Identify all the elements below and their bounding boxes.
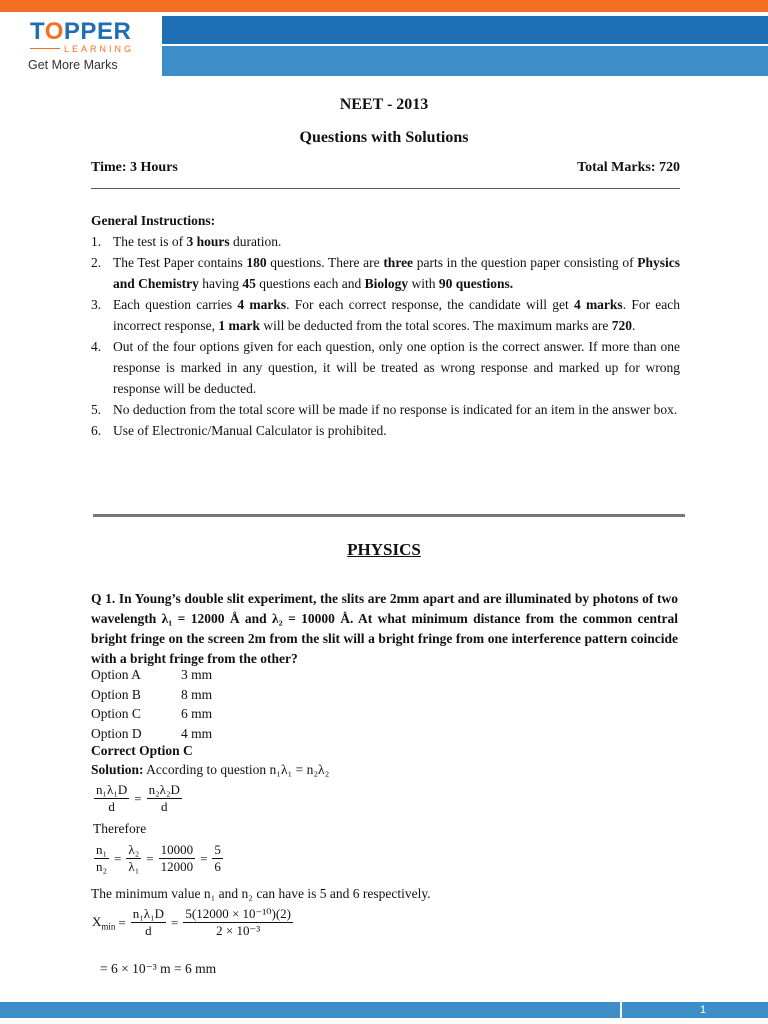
eq1-num1: n₁λ₁D bbox=[96, 782, 128, 797]
therefore-text: Therefore bbox=[93, 821, 147, 836]
equation-2: $\frac{\text{n₁}}{\text{n₂}}$ = $\frac{\text{λ₂}}{\text{λ₁}}$ = $\frac{10000}{12000}$ = $\frac{5}{6}$ bbox=[96, 842, 221, 874]
eq1-den2: d bbox=[160, 799, 168, 814]
instruction-item bbox=[91, 231, 680, 252]
instruction-item bbox=[91, 294, 680, 336]
eq1-den1: d bbox=[108, 799, 115, 814]
equation-3: $X_{min}$ = $\frac{\text{n₁λ₁D}}{d}$ = $\frac{\text{5(12000 × 10⁻¹⁰)(2)}}{\text{2 × 10⁻³}}$ bbox=[92, 906, 291, 938]
page-number: 1 bbox=[700, 1004, 707, 1016]
instruction-number: 5. bbox=[91, 402, 102, 417]
total-marks-label: Total Marks: 720 bbox=[577, 160, 680, 175]
instruction-item bbox=[91, 420, 680, 441]
logo-topper-text: TOPPER bbox=[30, 18, 132, 45]
eq2-l2: λ₂ bbox=[128, 842, 140, 857]
eq2-n2: n₂ bbox=[96, 859, 108, 874]
eq3-num2: 5(12000 × 10⁻¹⁰)(2) bbox=[185, 906, 291, 921]
section-divider bbox=[93, 514, 685, 517]
option-label: Option A bbox=[91, 667, 141, 682]
logo-learning-text: LEARNING bbox=[64, 44, 135, 54]
option-label: Option B bbox=[91, 686, 141, 702]
instruction-text: The test is of 3 hours duration. bbox=[113, 234, 282, 249]
correct-option: Correct Option C bbox=[91, 743, 193, 758]
section-heading-physics: PHYSICS bbox=[347, 540, 421, 559]
instruction-text: Use of Electronic/Manual Calculator is prohibited. bbox=[113, 423, 387, 438]
eq2-l1: λ₁ bbox=[128, 859, 140, 874]
solution-line bbox=[91, 762, 329, 778]
eq3-num1: n₁λ₁D bbox=[132, 906, 165, 921]
doc-title: NEET - 2013 bbox=[339, 96, 429, 113]
eq2-10000: 10000 bbox=[160, 842, 194, 857]
eq2-6: 6 bbox=[214, 859, 221, 874]
time-marks-row bbox=[91, 160, 680, 176]
general-instructions bbox=[91, 210, 680, 441]
logo-divider bbox=[30, 48, 60, 49]
instruction-item bbox=[91, 336, 680, 399]
instruction-number: 6. bbox=[91, 423, 102, 438]
option-value: 4 mm bbox=[181, 725, 213, 741]
option-label: Option D bbox=[91, 725, 142, 741]
logo-tagline: Get More Marks bbox=[28, 58, 118, 72]
header-orange-bar bbox=[0, 0, 768, 12]
instruction-text: No deduction from the total score will be made if no response is indicated for an item in the answer box. bbox=[113, 402, 678, 417]
option-row bbox=[91, 704, 212, 724]
question-1-text: Q 1. In Young’s double slit experiment, the slits are 2mm apart and are illuminated by photons of two wavelength λ₁ = 12000 Å and λ₂ = 10000 Å. At what minimum distance from the common central bright fringe on the screen 2m from the slit will a bright fringe from one interference pattern coincide with a bright fringe from the other? bbox=[91, 591, 678, 666]
instruction-number: 2. bbox=[91, 255, 102, 270]
eq2-n1: n₁ bbox=[96, 842, 108, 857]
instruction-number: 1. bbox=[91, 234, 102, 249]
instruction-number: 3. bbox=[91, 297, 102, 312]
final-answer: = 6 × 10⁻³ m = 6 mm bbox=[100, 961, 217, 976]
solution-text: According to question n₁λ₁ = n₂λ₂ bbox=[143, 762, 330, 777]
instruction-text: Out of the four options given for each question, only one option is the correct answer. If more than one response is marked in any question, it will be treated as wrong response and marked up for wrong response will be deducted. bbox=[113, 339, 680, 396]
instruction-item bbox=[91, 252, 680, 294]
option-row bbox=[91, 724, 212, 744]
option-value: 3 mm bbox=[181, 667, 213, 682]
eq3-den1: d bbox=[145, 923, 152, 938]
instruction-number: 4. bbox=[91, 339, 102, 354]
header-blue-band bbox=[162, 16, 768, 44]
minimum-value-text: The minimum value n₁ and n₂ can have is 5 and 6 respectively. bbox=[91, 886, 431, 901]
time-label: Time: 3 Hours bbox=[91, 160, 178, 175]
doc-subtitle: Questions with Solutions bbox=[299, 129, 469, 146]
instruction-item bbox=[91, 399, 680, 420]
option-row bbox=[91, 685, 212, 705]
instructions-list bbox=[91, 231, 680, 441]
instructions-heading: General Instructions: bbox=[91, 213, 216, 228]
topper-logo bbox=[26, 18, 156, 80]
equation-1: $\frac{\text{n₁λ₁D}}{d}$ = $\frac{\text{n₂λ₂D}}{d}$ bbox=[96, 782, 180, 814]
solution-label: Solution: bbox=[91, 762, 144, 777]
footer-bar bbox=[0, 1002, 768, 1018]
instruction-text: Each question carries 4 marks. For each correct response, the candidate will get 4 marks. For each incorrect response, 1 mark will be deducted from the total scores. The maximum marks are 720. bbox=[113, 297, 681, 333]
eq3-min: min bbox=[101, 921, 116, 932]
footer-separator bbox=[620, 1002, 622, 1018]
eq1-num2: n₂λ₂D bbox=[148, 782, 180, 797]
eq3-lhs bbox=[92, 914, 115, 932]
option-value: 6 mm bbox=[181, 706, 213, 721]
eq3-den2: 2 × 10⁻³ bbox=[216, 923, 261, 938]
eq2-5: 5 bbox=[214, 842, 221, 857]
option-value: 8 mm bbox=[181, 686, 213, 702]
divider bbox=[91, 188, 680, 189]
instruction-text: The Test Paper contains 180 questions. There are three parts in the question paper consisting of Physics and Chemistry having 45 questions each and Biology with 90 questions. bbox=[113, 255, 680, 291]
eq3-x: X bbox=[92, 913, 102, 929]
eq2-12000: 12000 bbox=[160, 859, 194, 874]
option-row bbox=[91, 665, 212, 685]
question-1-options bbox=[91, 665, 212, 743]
option-label: Option C bbox=[91, 706, 141, 721]
header-light-blue-band bbox=[162, 46, 768, 76]
